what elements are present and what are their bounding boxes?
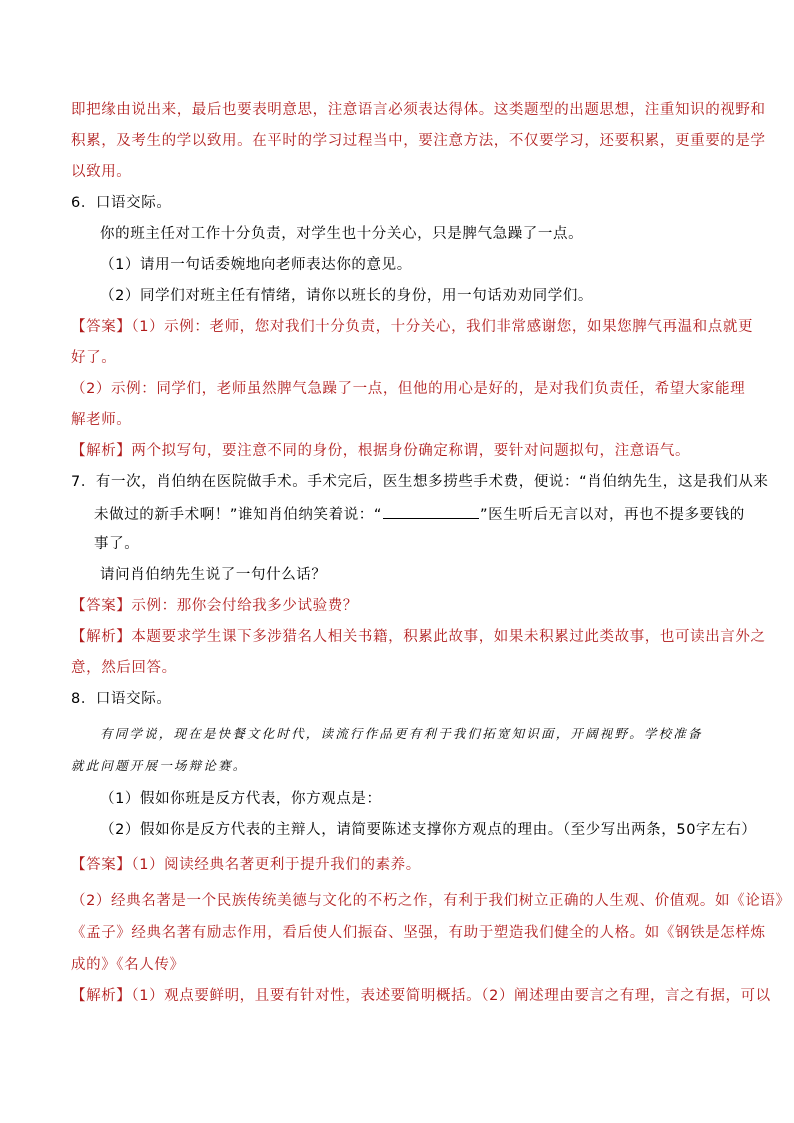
answer-tag: 【答案】 (71, 857, 132, 873)
q8-sub1: （1）假如你班是反方代表，你方观点是： (100, 791, 382, 807)
q7-analysis-text-1: 本题要求学生课下多涉猎名人相关书籍，积累此故事，如果未积累过此类故事，也可读出言外之 (131, 629, 766, 645)
q8-answer-line-1 (71, 856, 421, 874)
q6-answer2-line-2: 解老师。 (71, 412, 132, 428)
q6-answer-line-1 (71, 318, 753, 336)
q8-sub2: （2）假如你是反方代表的主辩人，请简要陈述支撑你方观点的理由。（至少写出两条，50字左右） (100, 822, 757, 838)
q8-answer2-line-3: 成的》《名人传》 (71, 957, 185, 973)
q8-answer2-line-2: 《孟子》经典名著有励志作用，看后使人们振奋、坚强，有助于塑造我们健全的人格。如《钢铁是怎样炼 (71, 925, 766, 941)
q7-line-1: 7．有一次，肖伯纳在医院做手术。手术完后，医生想多捞些手术费，便说：“肖伯纳先生，这是我们从来 (71, 474, 769, 490)
q8-prompt-line-2: 就此问题开展一场辩论赛。 (71, 758, 248, 773)
q6-answer-text-1: （1）示例：老师，您对我们十分负责，十分关心，我们非常感谢您，如果您脾气再温和点就更 (131, 319, 754, 335)
q7-line-2a: 未做过的新手术啊！”谁知肖伯纳笑着说：“ (94, 507, 383, 523)
q7-answer-line (71, 597, 358, 615)
q6-sub2: （2）同学们对班主任有情绪，请你以班长的身份，用一句话劝劝同学们。 (100, 288, 594, 304)
q7-line-2 (94, 504, 745, 524)
answer-tag: 【答案】 (71, 319, 132, 335)
intro-line-3: 以致用。 (71, 164, 132, 180)
q7-line-2b: ”医生听后无言以对，再也不提多要钱的 (480, 507, 745, 523)
analysis-tag: 【解析】 (71, 988, 132, 1004)
analysis-tag: 【解析】 (71, 629, 132, 645)
q6-answer-line-2: 好了。 (71, 350, 117, 366)
q8-analysis-text: （1）观点要鲜明，且要有针对性，表述要简明概括。（2）阐述理由要言之有理，言之有据，可以 (131, 988, 771, 1004)
q8-answer-text-1: （1）阅读经典名著更利于提升我们的素养。 (131, 857, 421, 873)
q8-prompt-line-1: 有同学说，现在是快餐文化时代，读流行作品更有利于我们拓宽知识面，开阔视野。学校准备 (100, 726, 703, 741)
q8-title: 8．口语交际。 (71, 691, 172, 707)
q7-answer-text: 示例：那你会付给我多少试验费？ (131, 598, 358, 614)
q7-analysis-line-2: 意，然后回答。 (71, 660, 177, 676)
analysis-tag: 【解析】 (71, 443, 132, 459)
q7-line-3: 事了。 (94, 536, 140, 552)
q8-answer2-line-1: （2）经典名著是一个民族传统美德与文化的不朽之作，有利于我们树立正确的人生观、价值观。如《论语》 (71, 893, 791, 909)
q7-answer-blank[interactable] (383, 504, 479, 519)
q8-analysis-line (71, 987, 771, 1005)
q6-sub1: （1）请用一句话委婉地向老师表达你的意见。 (100, 257, 412, 273)
q6-analysis-text: 两个拟写句，要注意不同的身份，根据身份确定称谓，要针对问题拟句，注意语气。 (131, 443, 691, 459)
q6-stem: 你的班主任对工作十分负责，对学生也十分关心，只是脾气急躁了一点。 (100, 226, 584, 242)
answer-tag: 【答案】 (71, 598, 132, 614)
q6-answer2-line-1: （2）示例：同学们，老师虽然脾气急躁了一点，但他的用心是好的，是对我们负责任，希望大家能理 (71, 381, 746, 397)
intro-line-2: 积累，及考生的学以致用。在平时的学习过程当中，要注意方法，不仅要学习，还要积累，更重要的是学 (71, 133, 766, 149)
q7-analysis-line-1 (71, 628, 766, 646)
q6-title: 6．口语交际。 (71, 195, 172, 211)
intro-line-1: 即把缘由说出来，最后也要表明意思，注意语言必须表达得体。这类题型的出题思想，注重知识的视野和 (71, 102, 766, 118)
q7-question: 请问肖伯纳先生说了一句什么话？ (100, 567, 327, 583)
q6-analysis-line (71, 442, 690, 460)
